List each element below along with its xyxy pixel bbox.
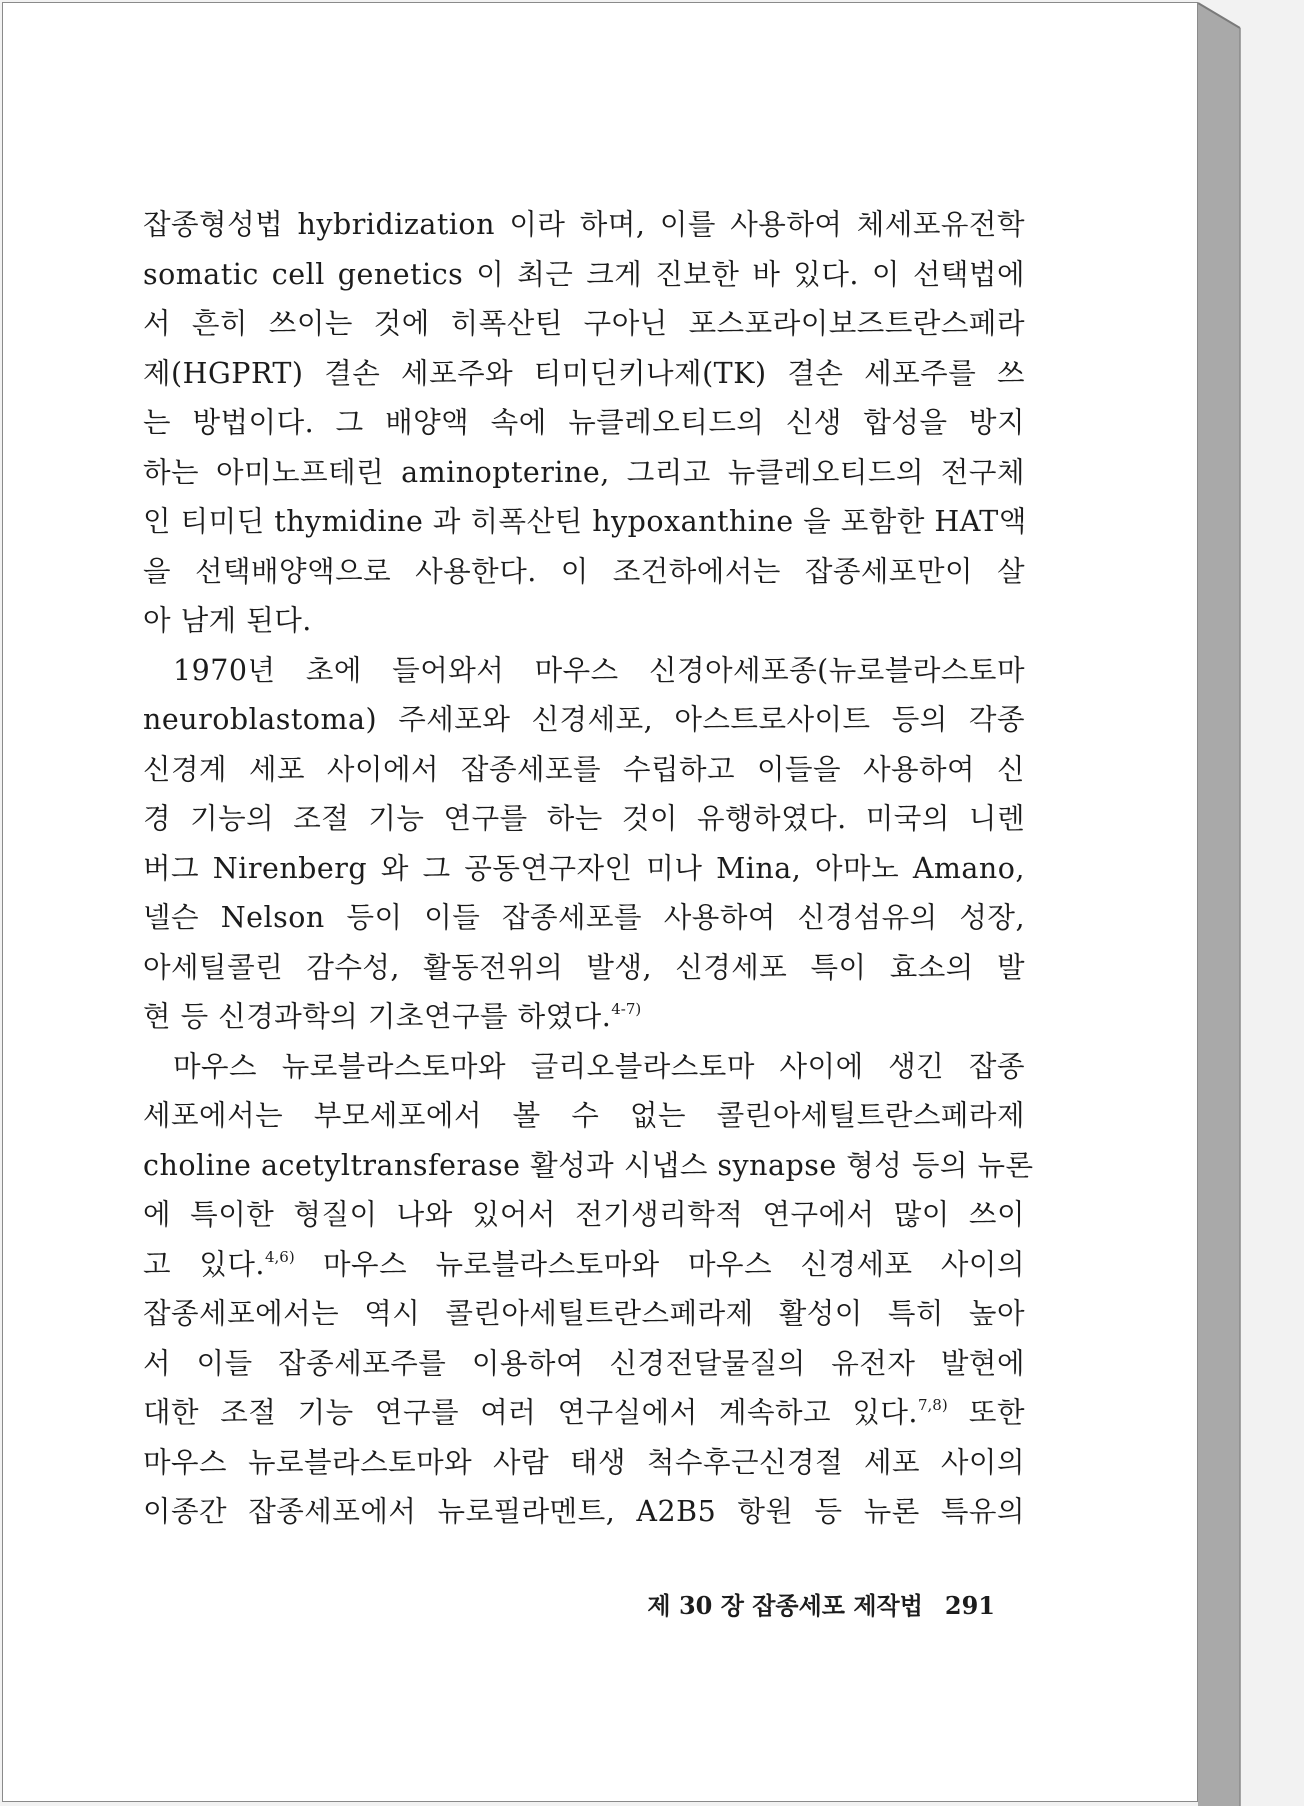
- text-line: 는 방법이다. 그 배양액 속에 뉴클레오티드의 신생 합성을 방지: [143, 406, 1025, 439]
- text-line: 경 기능의 조절 기능 연구를 하는 것이 유행하였다. 미국의 니렌: [143, 802, 1025, 835]
- text-line: 마우스 뉴로블라스토마와 글리오블라스토마 사이에 생긴 잡종: [173, 1049, 1025, 1083]
- text-line: somatic cell genetics 이 최근 크게 진보한 바 있다. 이 선택법에: [143, 257, 1025, 291]
- reference-superscript: 4-7): [611, 1000, 642, 1018]
- text-line: 잡종세포에서는 역시 콜린아세틸트란스페라제 활성이 특히 높아: [143, 1297, 1025, 1330]
- body-text: [143, 200, 1034, 1537]
- text-line: 에 특이한 형질이 나와 있어서 전기생리학적 연구에서 많이 쓰이: [143, 1198, 1025, 1231]
- reference-superscript: 7,8): [917, 1396, 948, 1414]
- text-line: 잡종형성법 hybridization 이라 하며, 이를 사용하여 체세포유전학: [143, 208, 1025, 241]
- text-line: neuroblastoma) 주세포와 신경세포, 아스트로사이트 등의 각종: [143, 703, 1025, 736]
- chapter-title: 제 30 장 잡종세포 제작법: [647, 1591, 923, 1620]
- text-line: 넬슨 Nelson 등이 이들 잡종세포를 사용하여 신경섬유의 성장,: [143, 901, 1025, 934]
- text-line: 버그 Nirenberg 와 그 공동연구자인 미나 Mina, 아마노 Amano,: [143, 851, 1025, 885]
- text-line: 신경계 세포 사이에서 잡종세포를 수립하고 이들을 사용하여 신: [143, 752, 1025, 786]
- page-stack-edge: [1190, 0, 1304, 1806]
- text-line: 1970년 초에 들어와서 마우스 신경아세포종(뉴로블라스토마: [173, 653, 1025, 687]
- text-line: 아 남게 된다.: [143, 604, 312, 637]
- text-line: choline acetyltransferase 활성과 시냅스 synapse 형성 등의 뉴론: [143, 1148, 1034, 1182]
- text-line: 을 선택배양액으로 사용한다. 이 조건하에서는 잡종세포만이 살: [143, 554, 1025, 588]
- page-footer: [633, 1586, 995, 1621]
- text-line: 현 등 신경과학의 기초연구를 하였다.$^{4-7)}$: [143, 1000, 642, 1033]
- text-line: 인 티미딘 thymidine 과 히폭산틴 hypoxanthine 을 포함한 HAT액: [143, 505, 1027, 538]
- text-line: 아세틸콜린 감수성, 활동전위의 발생, 신경세포 특이 효소의 발: [143, 950, 1025, 984]
- page-number: 291: [944, 1591, 995, 1620]
- text-line: 고 있다.$^{4,6)}$ 마우스 뉴로블라스토마와 마우스 신경세포 사이의: [143, 1247, 1025, 1281]
- text-line: 하는 아미노프테린 aminopterine, 그리고 뉴클레오티드의 전구체: [143, 455, 1025, 489]
- text-line: 마우스 뉴로블라스토마와 사람 태생 척수후근신경절 세포 사이의: [143, 1445, 1025, 1479]
- reference-superscript: 4,6): [264, 1247, 295, 1266]
- text-line: 세포에서는 부모세포에서 볼 수 없는 콜린아세틸트란스페라제: [143, 1099, 1025, 1132]
- book-page: [2, 2, 1198, 1802]
- text-line: 서 흔히 쓰이는 것에 히폭산틴 구아닌 포스포라이보즈트란스페라: [143, 307, 1025, 340]
- text-line: 서 이들 잡종세포주를 이용하여 신경전달물질의 유전자 발현에: [143, 1346, 1025, 1380]
- text-line: 이종간 잡종세포에서 뉴로필라멘트, A2B5 항원 등 뉴론 특유의: [143, 1495, 1025, 1528]
- text-line: 제(HGPRT) 결손 세포주와 티미딘키나제(TK) 결손 세포주를 쓰: [143, 356, 1025, 390]
- text-line: 대한 조절 기능 연구를 여러 연구실에서 계속하고 있다.$^{7,8)}$ 또한: [143, 1396, 1025, 1429]
